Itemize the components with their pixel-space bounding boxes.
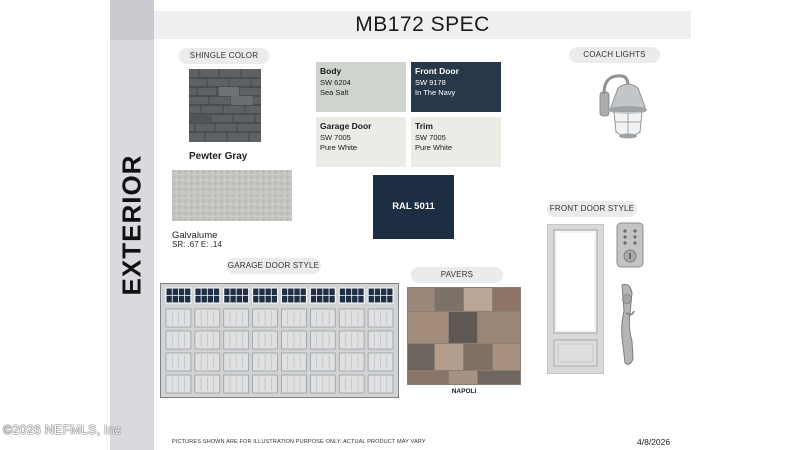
paint-card-name: In The Navy <box>415 88 456 97</box>
coach-light-icon <box>594 70 652 146</box>
paint-card-name: Pure White <box>320 143 358 152</box>
pavers-icon <box>407 287 521 385</box>
paint-card-name: Sea Salt <box>320 88 349 97</box>
ral-color-swatch: RAL 5011 <box>373 175 454 239</box>
side-label: EXTERIOR <box>116 154 147 296</box>
watermark: ©2026 NEFMLS, Inc <box>3 423 122 437</box>
keypad-lock-icon <box>616 222 644 268</box>
left-margin <box>0 0 110 450</box>
paint-card-trim <box>411 117 501 167</box>
paint-card-garage-door <box>316 117 406 167</box>
paint-card-title: Trim <box>415 121 433 131</box>
garage-door-icon <box>160 283 399 398</box>
paint-card-code: SW 7005 <box>415 133 446 142</box>
shingle-swatch-icon <box>189 69 261 142</box>
front-door-icon <box>547 224 604 374</box>
paint-card-title: Garage Door <box>320 121 372 131</box>
side-bar-cap <box>110 0 154 40</box>
galvalume-name: Galvalume <box>172 230 218 241</box>
pavers-name: NAPOLI <box>451 388 477 395</box>
pavers-label: PAVERS <box>411 267 503 283</box>
paint-card-code: SW 7005 <box>320 133 351 142</box>
paint-card-code: SW 6204 <box>320 78 351 87</box>
paint-card-title: Body <box>320 66 342 76</box>
garage-door-style-label: GARAGE DOOR STYLE <box>226 258 321 274</box>
door-handle-icon <box>616 283 638 367</box>
front-door-style-label: FRONT DOOR STYLE <box>547 201 637 217</box>
galvalume-spec: SR: .67 E: .14 <box>172 240 222 249</box>
coach-lights-label: COACH LIGHTS <box>569 47 660 63</box>
paint-card-title: Front Door <box>415 66 459 76</box>
page-title: MB172 SPEC <box>355 13 490 36</box>
disclaimer-text: PICTURES SHOWN ARE FOR ILLUSTRATION PURPOSE ONLY. ACTUAL PRODUCT MAY VARY <box>172 439 426 445</box>
shingle-color-label: SHINGLE COLOR <box>179 48 269 64</box>
paint-card-code: SW 9178 <box>415 78 446 87</box>
paint-card-name: Pure White <box>415 143 453 152</box>
shingle-name: Pewter Gray <box>189 151 248 162</box>
paint-card-front-door <box>411 62 501 112</box>
galvalume-swatch-icon <box>172 170 292 221</box>
document-date: 4/8/2026 <box>637 437 671 447</box>
paint-card-body <box>316 62 406 112</box>
